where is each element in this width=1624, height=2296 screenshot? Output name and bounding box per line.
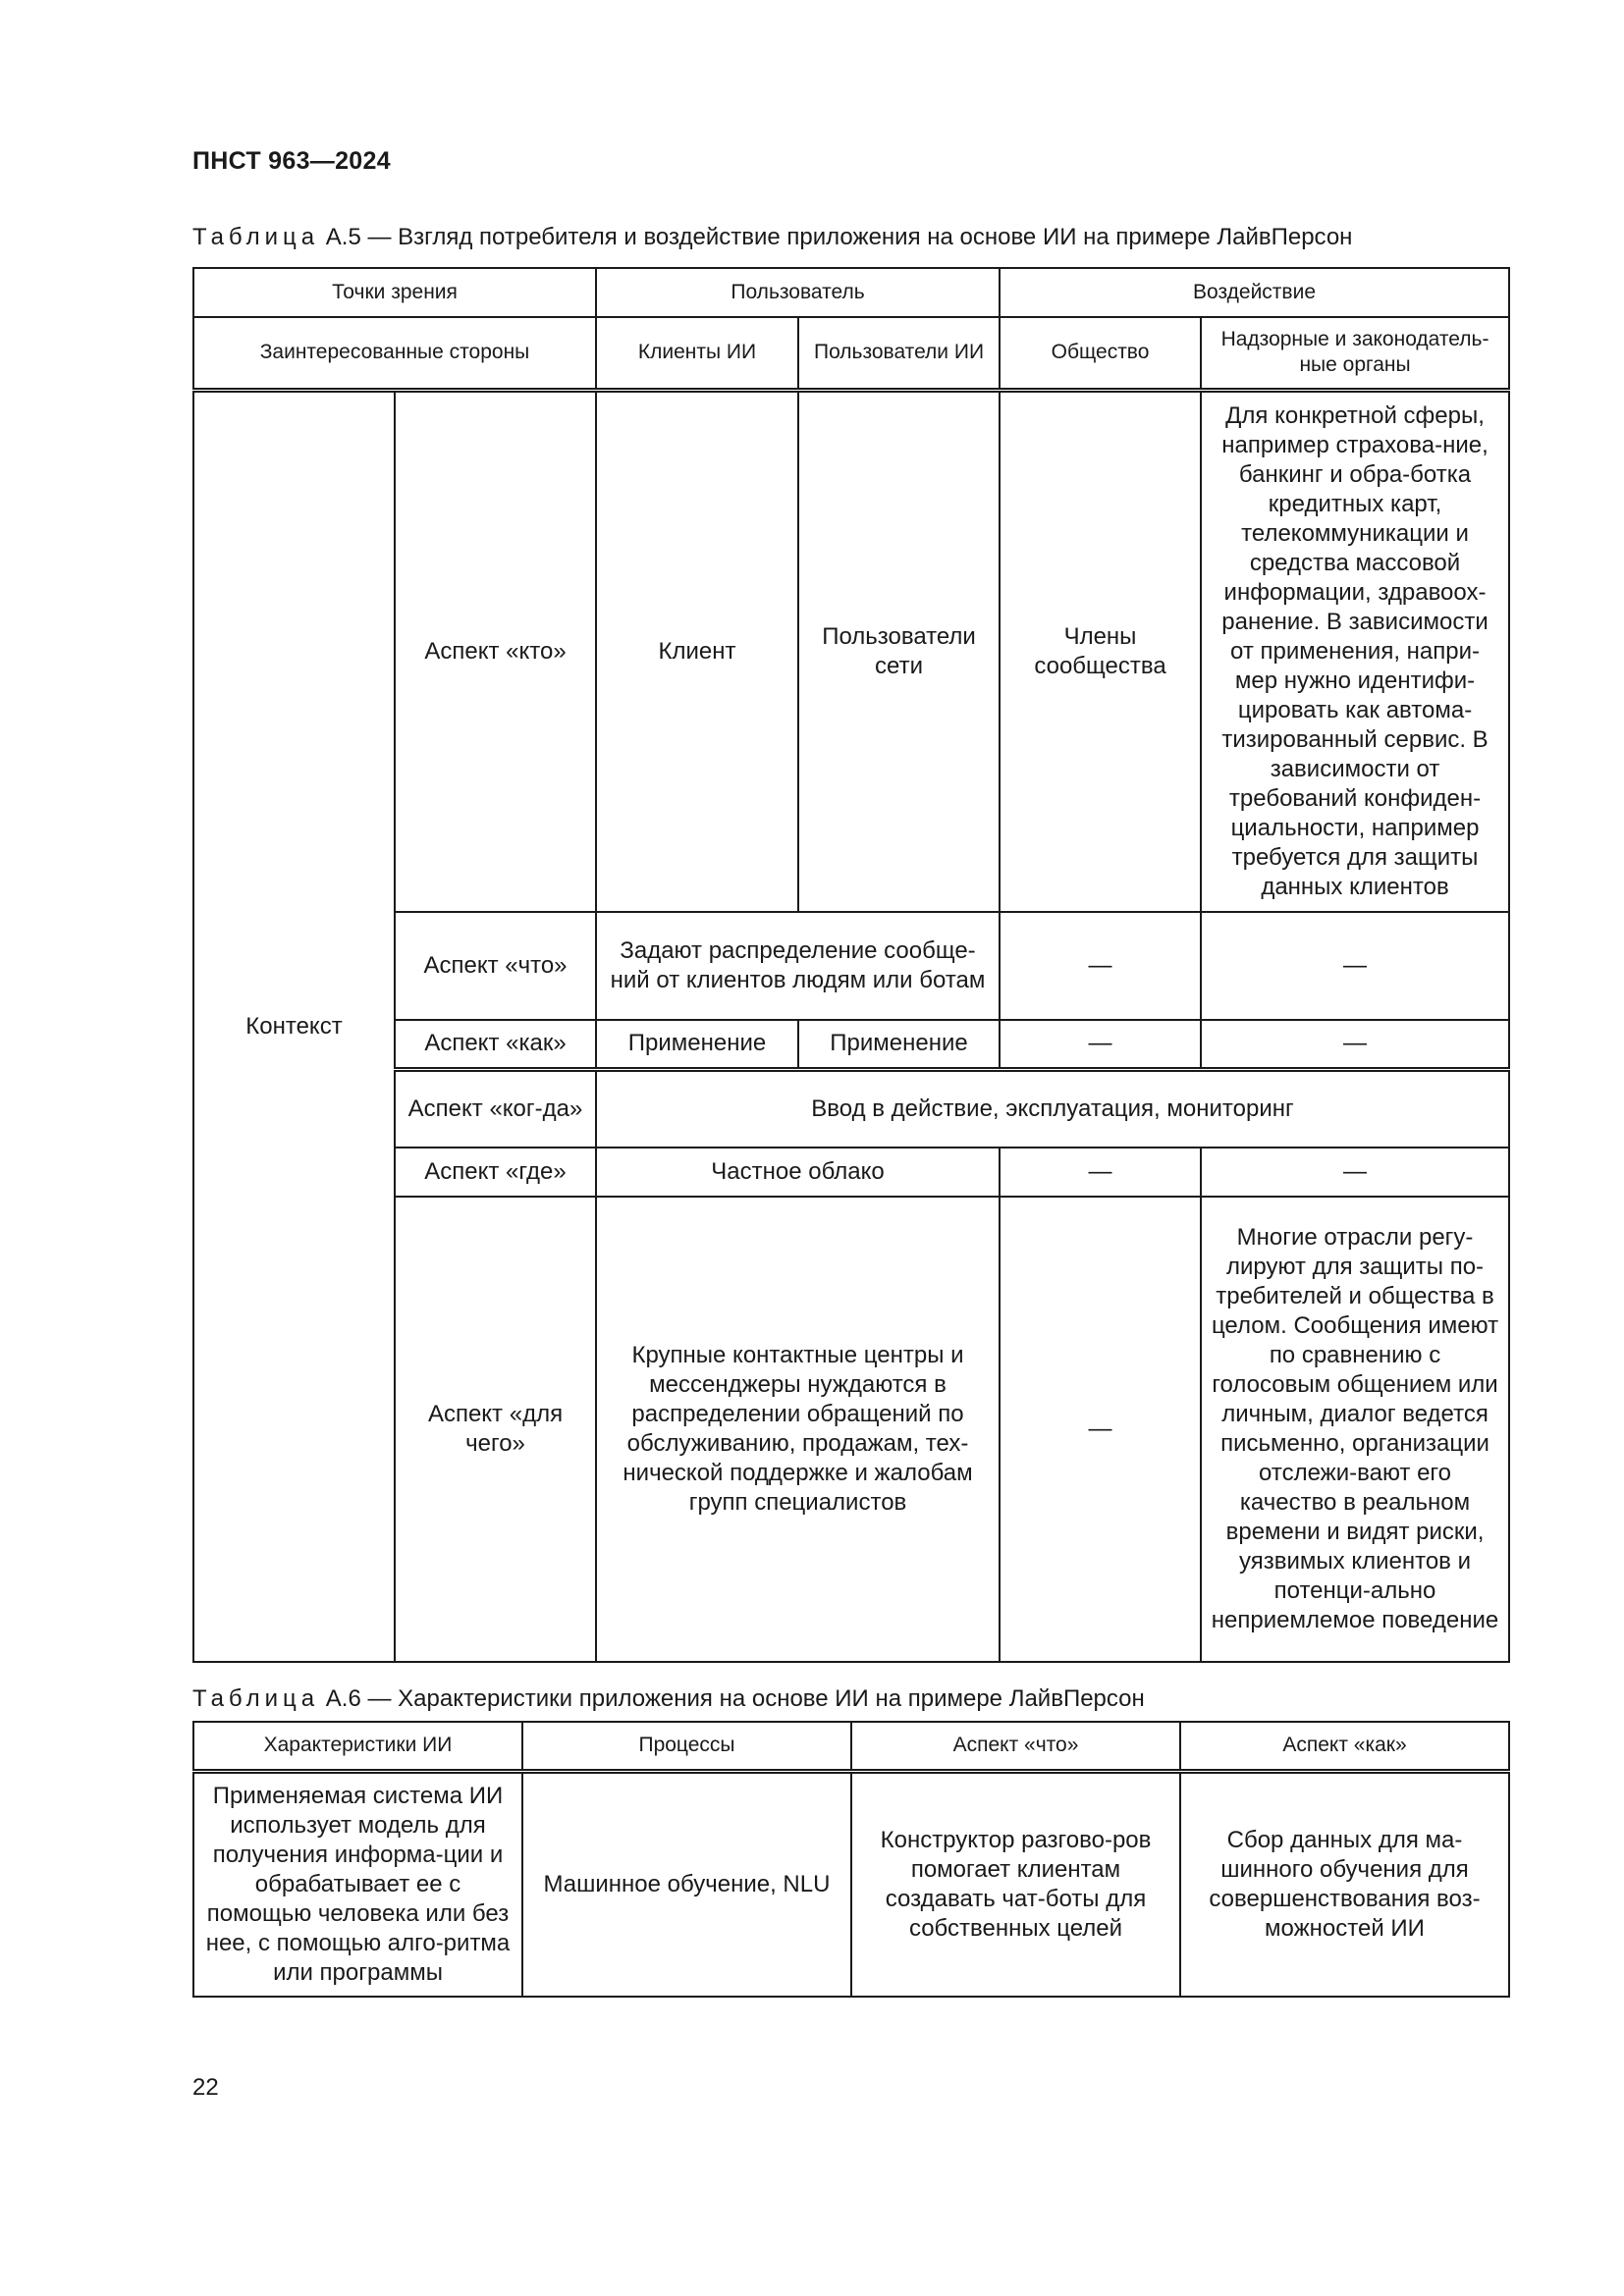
header-aspect-what: Аспект «что» — [851, 1722, 1180, 1771]
aspect-who: Аспект «кто» — [395, 390, 596, 912]
table-a5-header-row-1 — [193, 268, 1509, 317]
where-regulators: — — [1201, 1148, 1509, 1197]
document-id: ПНСТ 963—2024 — [192, 147, 391, 175]
ai-characteristics-cell: Применяемая система ИИ использует модель для получения информа-ции и обрабатывает ее с помощью человека или без нее, с помощью алго-ритма или программы — [193, 1771, 522, 1997]
table-a5-caption-text: А.5 — Взгляд потребителя и воздействие приложения на основе ИИ на примере ЛайвПерсон — [319, 224, 1353, 250]
header-impact: Воздействие — [1000, 268, 1509, 317]
table-a5-header-row-2 — [193, 317, 1509, 390]
aspect-how-cell: Сбор данных для ма-шинного обучения для совершенствования воз-можностей ИИ — [1180, 1771, 1509, 1997]
who-society: Члены сообщества — [1000, 390, 1201, 912]
table-a6-header-row — [193, 1722, 1509, 1771]
when-value: Ввод в действие, эксплуатация, мониторинг — [596, 1069, 1509, 1148]
header-society: Общество — [1000, 317, 1201, 390]
table-a6-caption-text: А.6 — Характеристики приложения на основе ИИ на примере ЛайвПерсон — [319, 1685, 1145, 1712]
page-number: 22 — [192, 2074, 219, 2101]
header-processes: Процессы — [522, 1722, 851, 1771]
header-regulators: Надзорные и законодатель-ные органы — [1201, 317, 1509, 390]
header-ai-clients: Клиенты ИИ — [596, 317, 798, 390]
aspect-when: Аспект «ког-да» — [395, 1069, 596, 1148]
why-regulators: Многие отрасли регу-лируют для защиты по-требителей и общества в целом. Сообщения имеют по сравнению с голосовым общением или личным, диалог ведется письменно, организации отслежи-вают его качество в реальном времени и видят риски, уязвимых клиентов и потенци-ально неприемлемое поведение — [1201, 1197, 1509, 1662]
who-users: Пользователи сети — [798, 390, 1000, 912]
how-users: Применение — [798, 1020, 1000, 1069]
header-aspect-how: Аспект «как» — [1180, 1722, 1509, 1771]
what-user: Задают распределение сообще-ний от клиентов людям или ботам — [596, 912, 1000, 1020]
header-user: Пользователь — [596, 268, 1000, 317]
aspect-where: Аспект «где» — [395, 1148, 596, 1197]
how-regulators: — — [1201, 1020, 1509, 1069]
aspect-how: Аспект «как» — [395, 1020, 596, 1069]
table-a5-caption — [192, 224, 1352, 251]
table-a6 — [192, 1721, 1510, 1998]
table-a5 — [192, 267, 1510, 1663]
where-user: Частное облако — [596, 1148, 1000, 1197]
how-clients: Применение — [596, 1020, 798, 1069]
aspect-what: Аспект «что» — [395, 912, 596, 1020]
table-a6-caption — [192, 1685, 1145, 1713]
header-ai-users: Пользователи ИИ — [798, 317, 1000, 390]
table-a6-caption-prefix: Таблица — [192, 1685, 320, 1712]
how-society: — — [1000, 1020, 1201, 1069]
header-viewpoints: Точки зрения — [193, 268, 596, 317]
who-clients: Клиент — [596, 390, 798, 912]
table-a6-row — [193, 1771, 1509, 1997]
what-society: — — [1000, 912, 1201, 1020]
where-society: — — [1000, 1148, 1201, 1197]
why-society: — — [1000, 1197, 1201, 1662]
header-ai-characteristics: Характеристики ИИ — [193, 1722, 522, 1771]
aspect-why: Аспект «для чего» — [395, 1197, 596, 1662]
header-stakeholders: Заинтересованные стороны — [193, 317, 596, 390]
group-context: Контекст — [193, 390, 395, 1662]
who-regulators: Для конкретной сферы, например страхова-ние, банкинг и обра-ботка кредитных карт, телекоммуникации и средства массовой информации, здравоох-ранение. В зависимости от применения, напри-мер нужно идентифи-цировать как автома-тизированный сервис. В зависимости от требований конфиден-циальности, например требуется для защиты данных клиентов — [1201, 390, 1509, 912]
aspect-what-cell: Конструктор разгово-ров помогает клиентам создавать чат-боты для собственных целей — [851, 1771, 1180, 1997]
processes-cell: Машинное обучение, NLU — [522, 1771, 851, 1997]
why-user: Крупные контактные центры и мессенджеры нуждаются в распределении обращений по обслуживанию, продажам, тех-нической поддержке и жалобам групп специалистов — [596, 1197, 1000, 1662]
what-regulators: — — [1201, 912, 1509, 1020]
table-a5-caption-prefix: Таблица — [192, 224, 320, 250]
table-row-who — [193, 390, 1509, 912]
